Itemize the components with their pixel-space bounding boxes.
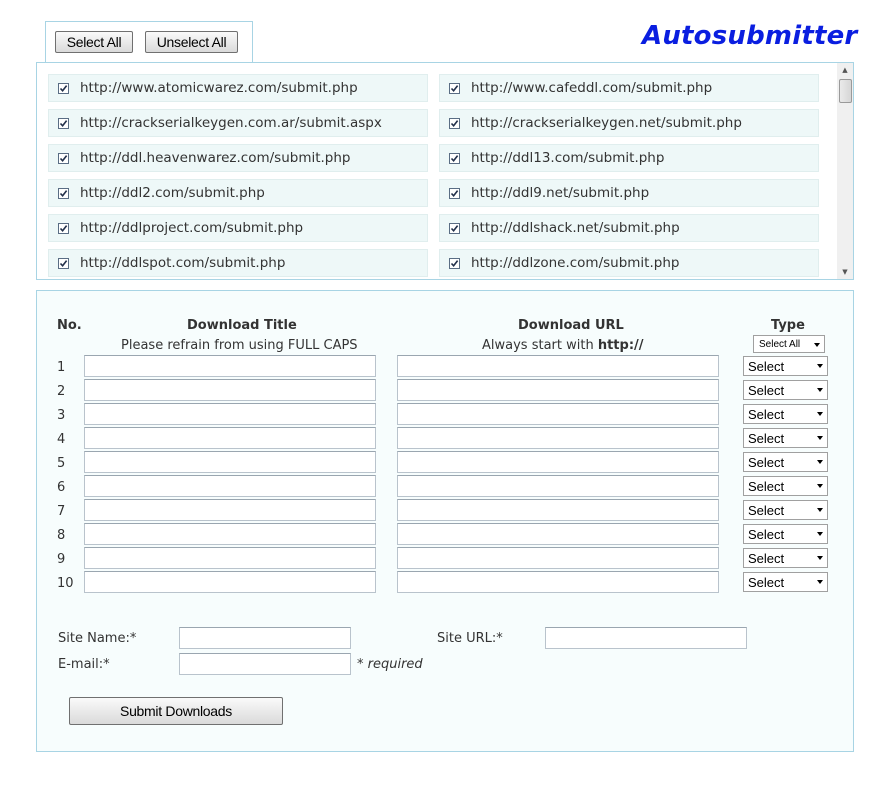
email-label: E-mail:* [58,657,110,672]
type-dropdown-value: Select [748,358,785,374]
site-url: http://ddl.heavenwarez.com/submit.php [80,150,351,166]
type-dropdown[interactable] [743,572,828,592]
site-list-item[interactable] [439,179,819,207]
scrollbar-thumb[interactable] [839,79,852,103]
download-url-input[interactable] [397,475,719,497]
site-name-input[interactable] [179,627,351,649]
url-hint-bold: http:// [597,338,644,353]
site-url: http://crackserialkeygen.net/submit.php [471,115,742,131]
site-url: http://ddlproject.com/submit.php [80,220,304,236]
scroll-up-arrow-icon[interactable]: ▲ [842,66,848,74]
download-url-input[interactable] [397,427,719,449]
site-checkbox[interactable] [449,258,460,269]
download-title-input[interactable] [84,475,376,497]
site-list-item[interactable] [439,144,819,172]
site-list-item[interactable] [48,74,428,102]
column-header-title: Download Title [187,318,297,333]
download-title-input[interactable] [84,499,376,521]
row-number: 8 [57,528,66,543]
download-form-panel [36,290,854,752]
site-list-item[interactable] [439,214,819,242]
site-checkbox[interactable] [58,83,69,94]
site-url: http://ddl9.net/submit.php [471,185,650,201]
site-list-item[interactable] [439,249,819,277]
chevron-down-icon [817,484,823,488]
row-number: 4 [57,432,66,447]
download-url-input[interactable] [397,355,719,377]
type-dropdown-value: Select [748,526,785,542]
site-url: http://ddl2.com/submit.php [80,185,265,201]
site-url: http://ddl13.com/submit.php [471,150,665,166]
site-list-item[interactable] [48,249,428,277]
row-number: 3 [57,408,66,423]
type-dropdown-value: Select [748,406,785,422]
site-url: http://ddlspot.com/submit.php [80,255,286,271]
site-url: http://crackserialkeygen.com.ar/submit.aspx [80,115,382,131]
chevron-down-icon [817,580,823,584]
site-list-scrollbar[interactable] [837,63,853,279]
site-list-panel [36,62,854,280]
column-header-type: Type [771,318,805,333]
site-checkbox[interactable] [58,188,69,199]
type-dropdown[interactable] [743,380,828,400]
chevron-down-icon [817,436,823,440]
row-number: 2 [57,384,66,399]
scroll-down-arrow-icon[interactable]: ▼ [842,268,848,276]
download-url-input[interactable] [397,451,719,473]
type-dropdown-value: Select [748,502,785,518]
download-title-input[interactable] [84,523,376,545]
download-url-input[interactable] [397,547,719,569]
type-dropdown[interactable] [743,524,828,544]
site-list-item[interactable] [439,74,819,102]
required-note: * required [357,657,423,672]
row-number: 9 [57,552,66,567]
type-select-all-dropdown[interactable] [753,335,825,353]
chevron-down-icon [817,412,823,416]
row-number: 5 [57,456,66,471]
type-select-all-value: Select All [759,338,801,350]
column-header-url: Download URL [518,318,624,333]
row-number: 6 [57,480,66,495]
site-checkbox[interactable] [58,118,69,129]
brand-title: Autosubmitter [642,21,858,51]
chevron-down-icon [817,364,823,368]
site-checkbox[interactable] [58,258,69,269]
type-dropdown[interactable] [743,500,828,520]
site-checkbox[interactable] [449,118,460,129]
submit-downloads-button[interactable]: Submit Downloads [69,697,283,725]
download-title-input[interactable] [84,427,376,449]
title-hint: Please refrain from using FULL CAPS [121,338,358,353]
type-dropdown[interactable] [743,476,828,496]
site-list-item[interactable] [48,109,428,137]
site-checkbox[interactable] [449,188,460,199]
type-dropdown[interactable] [743,356,828,376]
site-list-item[interactable] [48,179,428,207]
site-checkbox[interactable] [449,153,460,164]
type-dropdown-value: Select [748,454,785,470]
column-header-no: No. [57,318,82,333]
site-checkbox[interactable] [58,223,69,234]
download-title-input[interactable] [84,355,376,377]
chevron-down-icon [817,556,823,560]
site-url-label: Site URL:* [437,631,503,646]
download-title-input[interactable] [84,547,376,569]
chevron-down-icon [817,532,823,536]
type-dropdown-value: Select [748,382,785,398]
site-checkbox[interactable] [58,153,69,164]
site-list-item[interactable] [48,144,428,172]
url-hint-text: Always start with [482,338,598,353]
chevron-down-icon [817,508,823,512]
download-title-input[interactable] [84,451,376,473]
type-dropdown[interactable] [743,548,828,568]
site-url: http://ddlzone.com/submit.php [471,255,680,271]
download-url-input[interactable] [397,379,719,401]
download-url-input[interactable] [397,499,719,521]
row-number: 1 [57,360,66,375]
row-number: 10 [57,576,74,591]
site-list-item[interactable] [48,214,428,242]
email-input[interactable] [179,653,351,675]
site-name-label: Site Name:* [58,631,137,646]
download-url-input[interactable] [397,403,719,425]
unselect-all-button[interactable]: Unselect All [145,31,238,53]
chevron-down-icon [814,343,820,347]
chevron-down-icon [817,388,823,392]
type-dropdown-value: Select [748,574,785,590]
site-list-item[interactable] [439,109,819,137]
url-hint [482,338,644,353]
type-dropdown-value: Select [748,478,785,494]
download-url-input[interactable] [397,571,719,593]
site-url-input[interactable] [545,627,747,649]
site-url: http://www.atomicwarez.com/submit.php [80,80,358,96]
download-title-input[interactable] [84,379,376,401]
row-number: 7 [57,504,66,519]
type-dropdown[interactable] [743,404,828,424]
type-dropdown[interactable] [743,452,828,472]
download-url-input[interactable] [397,523,719,545]
type-dropdown-value: Select [748,430,785,446]
type-dropdown-value: Select [748,550,785,566]
site-url: http://ddlshack.net/submit.php [471,220,680,236]
select-all-button[interactable]: Select All [55,31,133,53]
site-checkbox[interactable] [449,223,460,234]
type-dropdown[interactable] [743,428,828,448]
site-url: http://www.cafeddl.com/submit.php [471,80,713,96]
download-title-input[interactable] [84,571,376,593]
chevron-down-icon [817,460,823,464]
site-checkbox[interactable] [449,83,460,94]
download-title-input[interactable] [84,403,376,425]
